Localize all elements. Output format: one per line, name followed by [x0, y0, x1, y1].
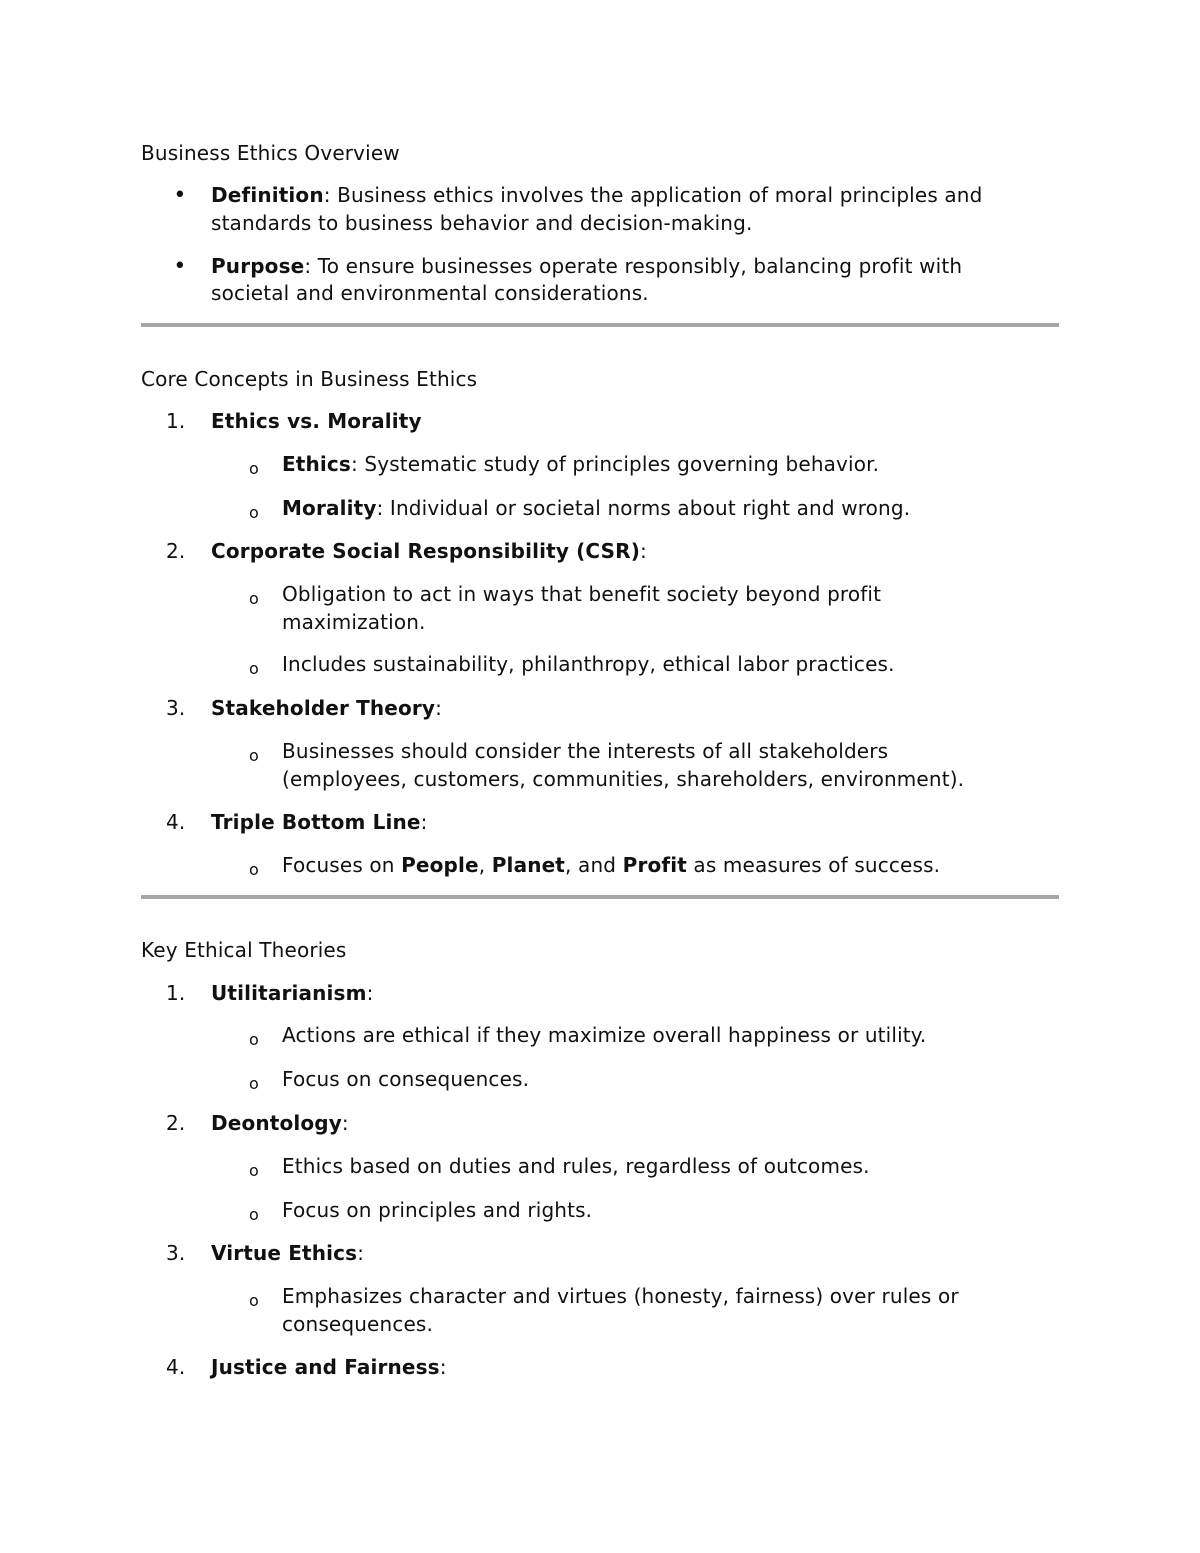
suffix: : — [357, 1241, 365, 1265]
sub-item — [282, 451, 879, 478]
item-text: : Individual or societal norms about right and wrong. — [376, 496, 911, 520]
sub-bullet-icon: o — [249, 659, 259, 678]
sub-bullet-icon: o — [249, 1205, 259, 1224]
item-text: : Systematic study of principles governing behavior. — [350, 452, 880, 476]
sub-bullet-icon: o — [249, 459, 259, 478]
bullet-icon: • — [173, 254, 187, 279]
term-label: Purpose — [211, 254, 305, 278]
list-item-virtue-ethics — [211, 1240, 364, 1267]
sub-item: Businesses should consider the interests of all stakeholders — [282, 739, 889, 763]
sub-item: Ethics based on duties and rules, regardless of outcomes. — [282, 1154, 870, 1178]
sub-item-continued: (employees, customers, communities, shareholders, environment). — [282, 767, 965, 791]
item-title: Stakeholder Theory — [211, 696, 436, 720]
list-item-csr — [211, 538, 647, 565]
item-text: Focuses on — [282, 853, 402, 877]
item-title: Deontology — [211, 1111, 342, 1135]
sub-item: Focus on principles and rights. — [282, 1198, 593, 1222]
term-label: Ethics — [282, 452, 351, 476]
list-number: 4. — [166, 810, 186, 834]
list-item-utilitarianism — [211, 980, 373, 1007]
sub-item-continued: consequences. — [282, 1312, 434, 1336]
item-title: Triple Bottom Line — [211, 810, 421, 834]
term-label: Definition — [211, 183, 324, 207]
suffix: : — [366, 981, 374, 1005]
sub-item — [282, 852, 940, 879]
sub-item: Obligation to act in ways that benefit society beyond profit — [282, 582, 882, 606]
bold-term: Profit — [622, 853, 687, 877]
sub-bullet-icon: o — [249, 589, 259, 608]
sub-item: Actions are ethical if they maximize overall happiness or utility. — [282, 1023, 927, 1047]
item-title: Utilitarianism — [211, 981, 367, 1005]
sub-bullet-icon: o — [249, 1074, 259, 1093]
section-heading-overview: Business Ethics Overview — [141, 141, 400, 165]
sub-bullet-icon: o — [249, 1161, 259, 1180]
sub-bullet-icon: o — [249, 746, 259, 765]
horizontal-rule — [141, 895, 1059, 899]
item-text: as measures of success. — [686, 853, 941, 877]
bullet-icon: • — [173, 183, 187, 208]
horizontal-rule — [141, 323, 1059, 327]
section-heading-key-theories: Key Ethical Theories — [141, 938, 347, 962]
suffix: : — [439, 1355, 447, 1379]
list-item-text-continued: societal and environmental considerations. — [211, 281, 649, 305]
bold-term: Planet — [491, 853, 566, 877]
suffix: : — [341, 1111, 349, 1135]
list-item-deontology — [211, 1110, 349, 1137]
item-title: Virtue Ethics — [211, 1241, 358, 1265]
list-item-triple-bottom-line — [211, 809, 428, 836]
list-number: 1. — [166, 981, 186, 1005]
item-title: Ethics vs. Morality — [211, 409, 422, 433]
sub-bullet-icon: o — [249, 1291, 259, 1310]
sub-item: Focus on consequences. — [282, 1067, 530, 1091]
list-item-ethics-vs-morality — [211, 408, 422, 435]
item-text: , — [478, 853, 492, 877]
list-item-text-continued: standards to business behavior and decision-making. — [211, 211, 753, 235]
sub-item — [282, 495, 910, 522]
item-text: To ensure businesses operate responsibly, balancing profit with — [317, 254, 963, 278]
term-label: Morality — [282, 496, 377, 520]
separator: : — [304, 254, 318, 278]
sub-item: Includes sustainability, philanthropy, ethical labor practices. — [282, 652, 895, 676]
item-title: Justice and Fairness — [211, 1355, 440, 1379]
list-number: 3. — [166, 1241, 186, 1265]
list-number: 2. — [166, 539, 186, 563]
sub-bullet-icon: o — [249, 503, 259, 522]
suffix: : — [420, 810, 428, 834]
list-item-definition — [211, 182, 982, 209]
list-number: 4. — [166, 1355, 186, 1379]
list-number: 3. — [166, 696, 186, 720]
item-text: Business ethics involves the application of moral principles and — [337, 183, 983, 207]
list-item-purpose — [211, 253, 962, 280]
bold-term: People — [401, 853, 479, 877]
sub-bullet-icon: o — [249, 1030, 259, 1049]
list-number: 1. — [166, 409, 186, 433]
item-text: , and — [565, 853, 623, 877]
section-heading-core-concepts: Core Concepts in Business Ethics — [141, 367, 478, 391]
list-item-justice-fairness — [211, 1354, 447, 1381]
list-number: 2. — [166, 1111, 186, 1135]
list-item-stakeholder-theory — [211, 695, 442, 722]
suffix: : — [435, 696, 443, 720]
sub-bullet-icon: o — [249, 860, 259, 879]
sub-item: Emphasizes character and virtues (honesty, fairness) over rules or — [282, 1284, 959, 1308]
item-title: Corporate Social Responsibility (CSR) — [211, 539, 641, 563]
sub-item-continued: maximization. — [282, 610, 426, 634]
suffix: : — [640, 539, 647, 563]
separator: : — [323, 183, 338, 207]
